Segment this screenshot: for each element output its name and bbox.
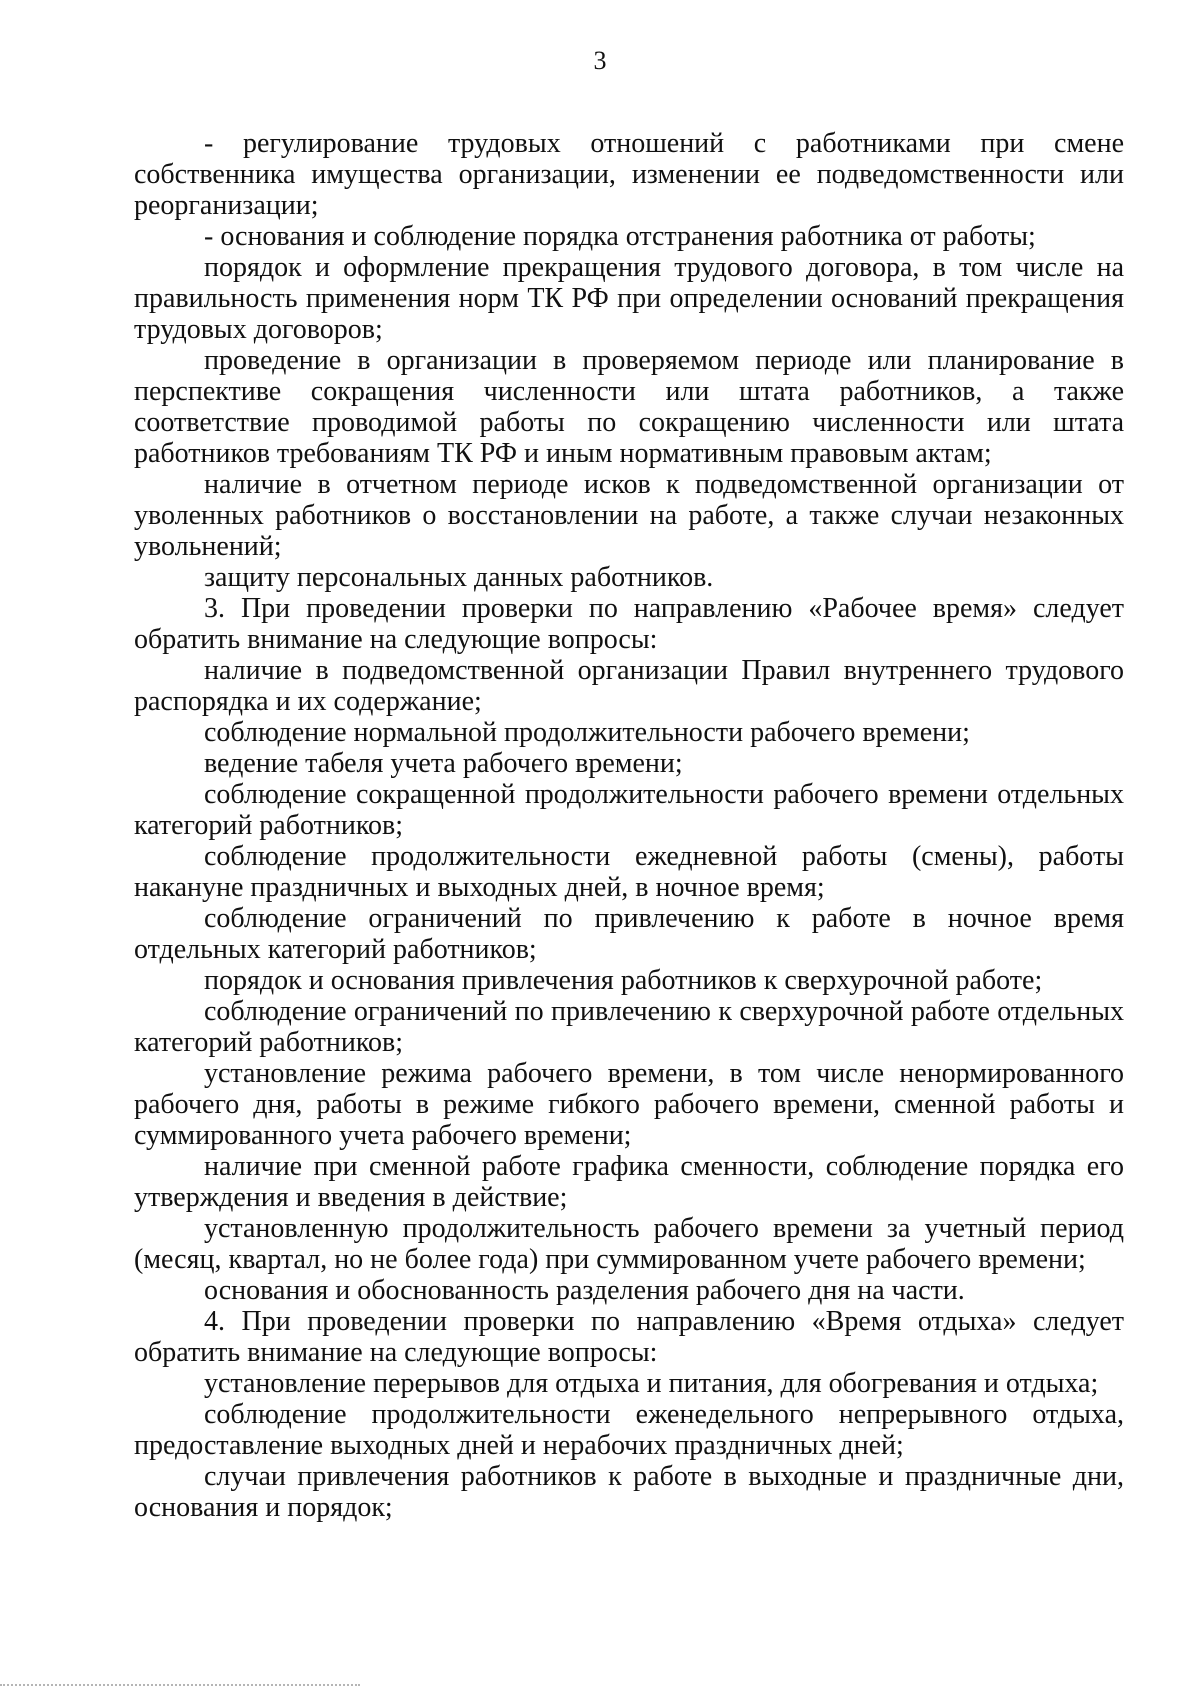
paragraph: порядок и оформление прекращения трудового договора, в том числе на правильность применения норм ТК РФ при определении оснований прекращения трудовых договоров; xyxy=(134,252,1124,345)
paragraph: соблюдение сокращенной продолжительности рабочего времени отдельных категорий работников; xyxy=(134,779,1124,841)
paragraph: наличие в отчетном периоде исков к подведомственной организации от уволенных работников о восстановлении на работе, а также случаи незаконных увольнений; xyxy=(134,469,1124,562)
paragraph: - регулирование трудовых отношений с работниками при смене собственника имущества организации, изменении ее подведомственности или реорганизации; xyxy=(134,128,1124,221)
section-heading-paragraph: 4. При проведении проверки по направлению «Время отдыха» следует обратить внимание на следующие вопросы: xyxy=(134,1306,1124,1368)
paragraph: установление режима рабочего времени, в том числе ненормированного рабочего дня, работы в режиме гибкого рабочего времени, сменной работы и суммированного учета рабочего времени; xyxy=(134,1058,1124,1151)
paragraph: соблюдение продолжительности ежедневной работы (смены), работы накануне праздничных и выходных дней, в ночное время; xyxy=(134,841,1124,903)
paragraph: наличие при сменной работе графика сменности, соблюдение порядка его утверждения и введения в действие; xyxy=(134,1151,1124,1213)
paragraph: защиту персональных данных работников. xyxy=(204,562,714,593)
paragraph: соблюдение ограничений по привлечению к сверхурочной работе отдельных категорий работников; xyxy=(134,996,1124,1058)
paragraph: ведение табеля учета рабочего времени; xyxy=(204,748,683,779)
page-number: 3 xyxy=(593,46,607,75)
paragraph: установление перерывов для отдыха и питания, для обогревания и отдыха; xyxy=(204,1368,1099,1399)
paragraph: соблюдение продолжительности еженедельного непрерывного отдыха, предоставление выходных дней и нерабочих праздничных дней; xyxy=(134,1399,1124,1461)
section-heading-paragraph: 3. При проведении проверки по направлению «Рабочее время» следует обратить внимание на следующие вопросы: xyxy=(134,593,1124,655)
footer-divider xyxy=(0,1684,360,1686)
paragraph: установленную продолжительность рабочего времени за учетный период (месяц, квартал, но не более года) при суммированном учете рабочего времени; xyxy=(134,1213,1124,1275)
paragraph: соблюдение нормальной продолжительности рабочего времени; xyxy=(204,717,970,748)
paragraph: - основания и соблюдение порядка отстранения работника от работы; xyxy=(204,221,1036,252)
paragraph: случаи привлечения работников к работе в выходные и праздничные дни, основания и порядок; xyxy=(134,1461,1124,1523)
paragraph: порядок и основания привлечения работников к сверхурочной работе; xyxy=(204,965,1043,996)
paragraph: соблюдение ограничений по привлечению к работе в ночное время отдельных категорий работников; xyxy=(134,903,1124,965)
document-body xyxy=(134,128,1124,1523)
paragraph: основания и обоснованность разделения рабочего дня на части. xyxy=(204,1275,965,1306)
paragraph: проведение в организации в проверяемом периоде или планирование в перспективе сокращения численности или штата работников, а также соответствие проводимой работы по сокращению численности или штата работников требованиям ТК РФ и иным нормативным правовым актам; xyxy=(134,345,1124,469)
paragraph: наличие в подведомственной организации Правил внутреннего трудового распорядка и их содержание; xyxy=(134,655,1124,717)
